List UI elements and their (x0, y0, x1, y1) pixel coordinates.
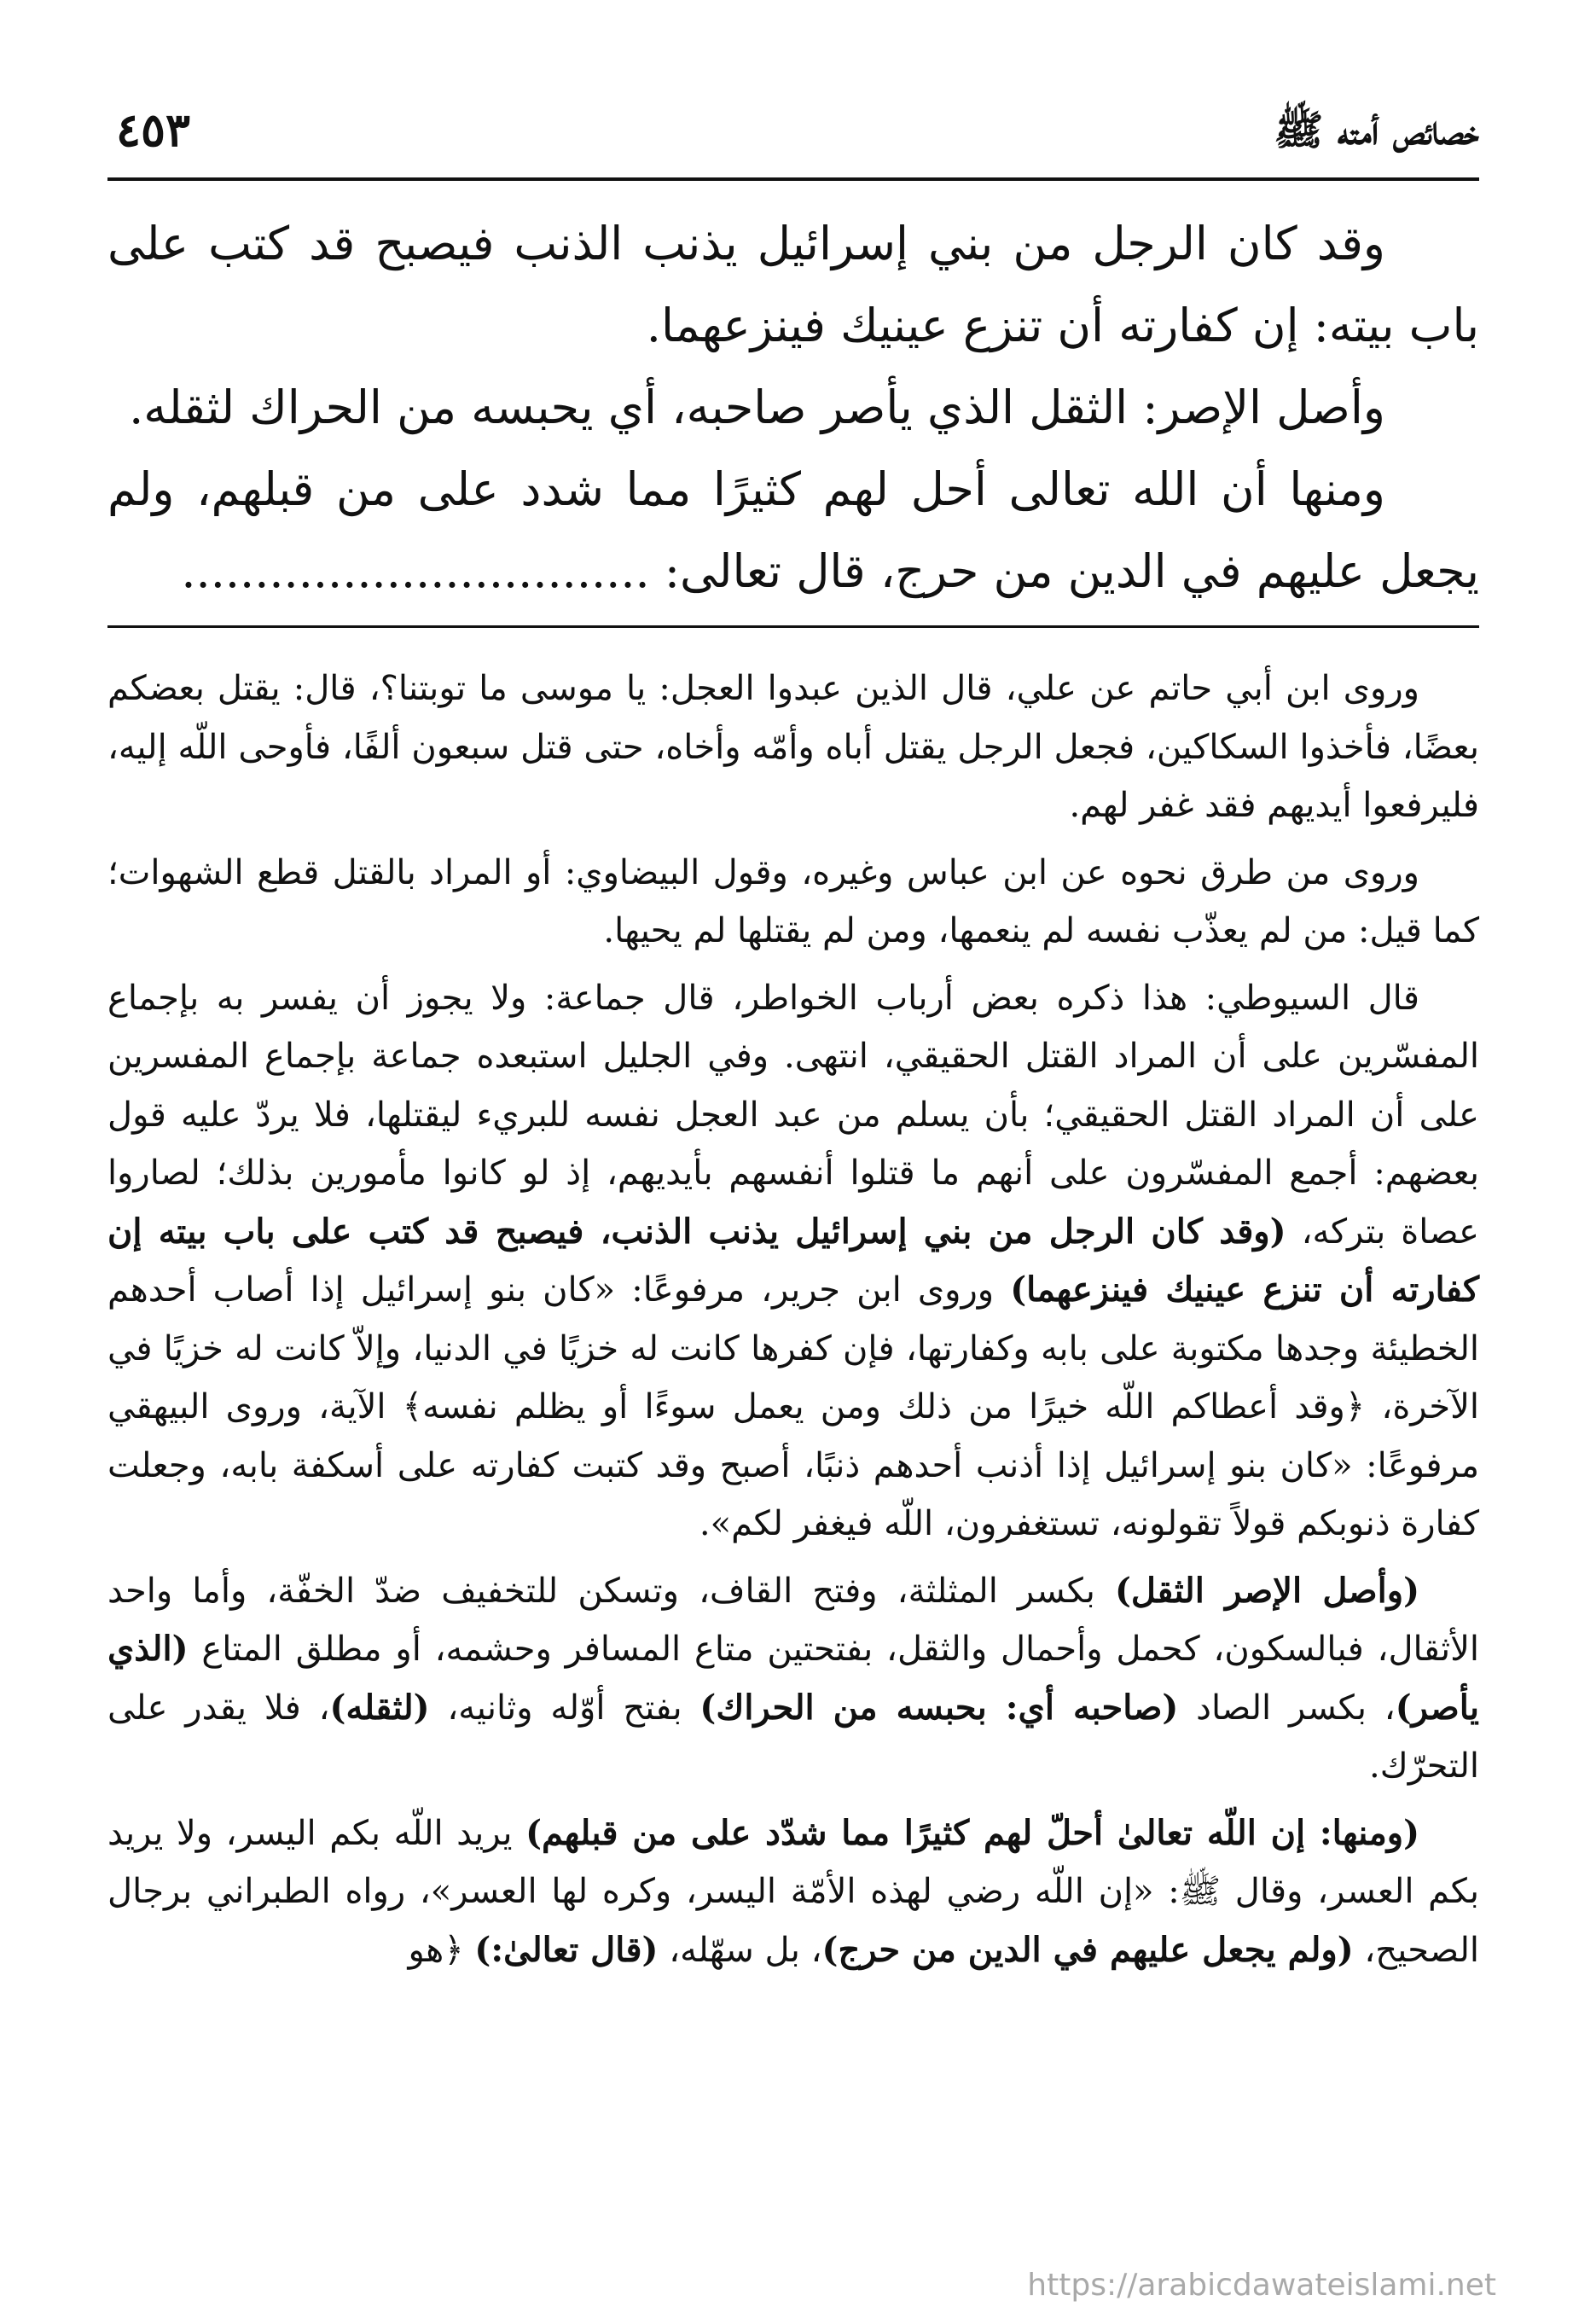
main-paragraph: وأصل الإصر: الثقل الذي يأصر صاحبه، أي يحبسه من الحراك لثقله. (129, 381, 1385, 434)
main-text (107, 203, 1479, 613)
header-rule (107, 177, 1479, 181)
quoted-matn: (ومنها: إن اللّه تعالىٰ أحلّ لهم كثيرًا مما شدّد على من قبلهم) (525, 1812, 1420, 1853)
quoted-matn: (وأصل الإصر الثقل) (1115, 1570, 1419, 1611)
watermark-url: https://arabicdawateislami.net (1027, 2268, 1496, 2303)
quoted-matn: (صاحبه أي: بحبسه من الحراك) (699, 1687, 1179, 1728)
commentary-paragraph: وروى من طرق نحوه عن ابن عباس وغيره، وقول البيضاوي: أو المراد بالقتل قطع الشهوات؛ كما قيل: من لم يعذّب نفسه لم ينعمها، ومن لم يقتلها لم يحيها. (107, 852, 1479, 950)
commentary-paragraph: (ومنها: إن اللّه تعالىٰ أحلّ لهم كثيرًا مما شدّد على من قبلهم) يريد اللّه بكم اليسر، ولا يريد بكم العسر، وقال ﷺ: «إن اللّه رضي لهذه الأمّة اليسر، وكره لها العسر»، رواه الطبراني برجال الصحيح، (ولم يجعل عليهم في الدين من حرج)، بل سهّله، (قال تعالىٰ:) ﴿هو (107, 1812, 1479, 1970)
main-paragraph: ومنها أن الله تعالى أحل لهم كثيرًا مما شدد على من قبلهم، ولم يجعل عليهم في الدين من حرج، قال تعالى: ................................ (107, 462, 1479, 598)
running-title: خصائص أمته ﷺ (1274, 107, 1479, 154)
quoted-matn: (وقد كان الرجل من بني إسرائيل يذنب الذنب، فيصبح قد كتب على باب بيته إن كفارته أن تنزع عينيك فينزعهما) (107, 1211, 1480, 1310)
commentary-paragraph: قال السيوطي: هذا ذكره بعض أرباب الخواطر، قال جماعة: ولا يجوز أن يفسر به بإجماع المفسّرين على أن المراد القتل الحقيقي، انتهى. وفي الجليل استبعده جماعة بإجماع المفسرين على أن المراد القتل الحقيقي؛ بأن يسلم من عبد العجل نفسه للبريء ليقتلها، فلا يردّ عليه قول بعضهم: أجمع المفسّرون على أنهم ما قتلوا أنفسهم بأيديهم، إذ لو كانوا مأمورين بذلك؛ لصاروا عصاة بتركه، (وقد كان الرجل من بني إسرائيل يذنب الذنب، فيصبح قد كتب على باب بيته إن كفارته أن تنزع عينيك فينزعهما) وروى ابن جرير، مرفوعًا: «كان بنو إسرائيل إذا أصاب أحدهم الخطيئة وجدها مكتوبة على بابه وكفارتها، فإن كفرها كانت له خزيًا في الدنيا، وإلاّ كانت له خزيًا في الآخرة، ﴿وقد أعطاكم اللّه خيرًا من ذلك ومن يعمل سوءًا أو يظلم نفسه﴾ الآية، وروى البيهقي مرفوعًا: «كان بنو إسرائيل إذا أذنب أحدهم ذنبًا، أصبح وقد كتبت كفارته على أسكفة بابه، وجعلت كفارة ذنوبكم قولاً تقولونه، تستغفرون، اللّه فيغفر لكم». (107, 978, 1480, 1543)
commentary-paragraph: (وأصل الإصر الثقل) بكسر المثلثة، وفتح القاف، وتسكن للتخفيف ضدّ الخفّة، وأما واحد الأثقال، فبالسكون، كحمل وأحمال والثقل، بفتحتين متاع المسافر وحشمه، أو مطلق المتاع (الذي يأصر)، بكسر الصاد (صاحبه أي: بحبسه من الحراك) بفتح أوّله وثانيه، (لثقله)، فلا يقدر على التحرّك. (107, 1570, 1480, 1786)
main-paragraph: وقد كان الرجل من بني إسرائيل يذنب الذنب فيصبح قد كتب على باب بيته: إن كفارته أن تنزع عينيك فينزعهما. (107, 217, 1479, 352)
commentary-paragraph: وروى ابن أبي حاتم عن علي، قال الذين عبدوا العجل: يا موسى ما توبتنا؟، قال: يقتل بعضكم بعضًا، فأخذوا السكاكين، فجعل الرجل يقتل أباه وأمّه وأخاه، حتى قتل سبعون ألفًا، فأوحى اللّه إليه، فليرفعوا أيديهم فقد غفر لهم. (107, 669, 1479, 825)
quoted-matn: (قال تعالىٰ:) (474, 1929, 659, 1970)
page-number: ٤٥٣ (116, 102, 191, 157)
commentary-divider (107, 625, 1479, 628)
quoted-matn: (لثقله) (329, 1687, 430, 1728)
commentary-text (107, 659, 1479, 1988)
ellipsis-dots: ................................ (181, 544, 650, 598)
quoted-matn: (ولم يجعل عليهم في الدين من حرج) (821, 1929, 1354, 1970)
quoted-matn: (الذي يأصر) (107, 1629, 1480, 1728)
page-header (107, 101, 1479, 169)
